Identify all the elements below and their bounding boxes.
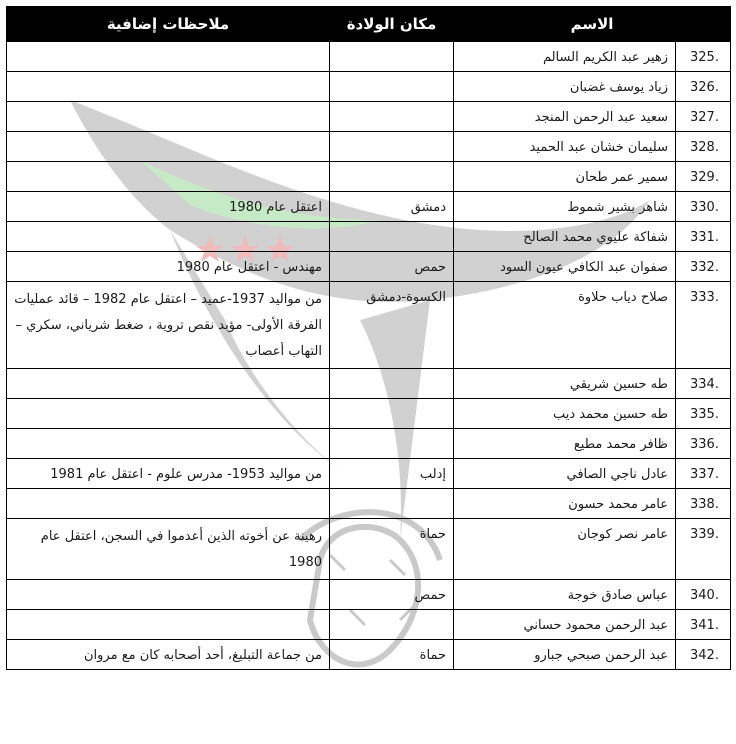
table-row xyxy=(7,252,731,282)
row-notes xyxy=(7,162,330,192)
table-row xyxy=(7,610,731,640)
row-number: 336. xyxy=(676,429,731,459)
row-number: 337. xyxy=(676,459,731,489)
row-number: 332. xyxy=(676,252,731,282)
table-row xyxy=(7,519,731,580)
row-name: زياد يوسف غضبان xyxy=(454,72,676,102)
row-name: شاهر بشير شموط xyxy=(454,192,676,222)
row-number: 341. xyxy=(676,610,731,640)
row-notes xyxy=(7,102,330,132)
row-notes xyxy=(7,610,330,640)
row-number: 330. xyxy=(676,192,731,222)
row-notes: مهندس - اعتقل عام 1980 xyxy=(7,252,330,282)
table-header-row xyxy=(7,7,731,42)
row-notes xyxy=(7,399,330,429)
row-number: 329. xyxy=(676,162,731,192)
row-notes xyxy=(7,222,330,252)
row-number: 327. xyxy=(676,102,731,132)
row-number: 328. xyxy=(676,132,731,162)
table-row xyxy=(7,42,731,72)
row-name: زهير عبد الكريم السالم xyxy=(454,42,676,72)
row-birthplace xyxy=(330,222,454,252)
row-name: عبد الرحمن محمود حساني xyxy=(454,610,676,640)
table-row xyxy=(7,72,731,102)
row-name: صفوان عبد الكافي عيون السود xyxy=(454,252,676,282)
row-birthplace: إدلب xyxy=(330,459,454,489)
row-name: ظافر محمد مطيع xyxy=(454,429,676,459)
row-birthplace xyxy=(330,399,454,429)
row-name: شفاكة عليوي محمد الصالح xyxy=(454,222,676,252)
row-birthplace: حماة xyxy=(330,519,454,580)
header-birthplace: مكان الولادة xyxy=(330,7,454,42)
row-notes: من مواليد 1953- مدرس علوم - اعتقل عام 1981 xyxy=(7,459,330,489)
table-row xyxy=(7,102,731,132)
row-name: سعيد عبد الرحمن المنجد xyxy=(454,102,676,132)
row-number: 339. xyxy=(676,519,731,580)
row-number: 325. xyxy=(676,42,731,72)
row-birthplace xyxy=(330,429,454,459)
table-row xyxy=(7,429,731,459)
row-birthplace xyxy=(330,42,454,72)
row-notes xyxy=(7,580,330,610)
table-row xyxy=(7,162,731,192)
row-notes xyxy=(7,72,330,102)
row-number: 340. xyxy=(676,580,731,610)
row-notes: رهينة عن أخوته الذين أعدموا في السجن، اعتقل عام 1980 xyxy=(7,519,330,580)
row-number: 335. xyxy=(676,399,731,429)
row-birthplace: دمشق xyxy=(330,192,454,222)
row-notes: اعتقل عام 1980 xyxy=(7,192,330,222)
row-birthplace: حمص xyxy=(330,580,454,610)
table-row xyxy=(7,489,731,519)
row-birthplace: حمص xyxy=(330,252,454,282)
row-birthplace xyxy=(330,72,454,102)
row-number: 331. xyxy=(676,222,731,252)
row-number: 338. xyxy=(676,489,731,519)
row-notes xyxy=(7,42,330,72)
row-notes xyxy=(7,489,330,519)
detainees-table xyxy=(6,6,731,670)
row-notes xyxy=(7,429,330,459)
table-row xyxy=(7,640,731,670)
table-row xyxy=(7,580,731,610)
row-name: صلاح دياب حلاوة xyxy=(454,282,676,369)
table-row xyxy=(7,192,731,222)
table-row xyxy=(7,369,731,399)
table-row xyxy=(7,399,731,429)
row-notes xyxy=(7,369,330,399)
row-birthplace xyxy=(330,102,454,132)
row-birthplace xyxy=(330,489,454,519)
row-name: طه حسين محمد ديب xyxy=(454,399,676,429)
row-name: عامر محمد حسون xyxy=(454,489,676,519)
row-number: 334. xyxy=(676,369,731,399)
row-birthplace: حماة xyxy=(330,640,454,670)
row-name: عادل ناجي الصافي xyxy=(454,459,676,489)
table-row xyxy=(7,132,731,162)
row-name: عباس صادق خوجة xyxy=(454,580,676,610)
row-name: عبد الرحمن صبحي جبارو xyxy=(454,640,676,670)
row-number: 342. xyxy=(676,640,731,670)
table-row xyxy=(7,222,731,252)
table-row xyxy=(7,282,731,369)
row-birthplace xyxy=(330,610,454,640)
row-notes: من مواليد 1937-عميد – اعتقل عام 1982 – قائد عمليات الفرقة الأولى- مؤبد نقص تروية ، ضغط شرياني، سكري – التهاب أعصاب xyxy=(7,282,330,369)
row-birthplace: الكسوة-دمشق xyxy=(330,282,454,369)
row-birthplace xyxy=(330,369,454,399)
table-row xyxy=(7,459,731,489)
row-notes xyxy=(7,132,330,162)
header-name: الاسم xyxy=(454,7,731,42)
row-name: سليمان خشان عبد الحميد xyxy=(454,132,676,162)
row-name: سمير عمر طحان xyxy=(454,162,676,192)
row-notes: من جماعة التبليغ، أحد أصحابه كان مع مروان xyxy=(7,640,330,670)
row-name: عامر نصر كوجان xyxy=(454,519,676,580)
row-number: 326. xyxy=(676,72,731,102)
row-birthplace xyxy=(330,132,454,162)
row-number: 333. xyxy=(676,282,731,369)
row-birthplace xyxy=(330,162,454,192)
header-notes: ملاحظات إضافية xyxy=(7,7,330,42)
row-name: طه حسين شريقي xyxy=(454,369,676,399)
